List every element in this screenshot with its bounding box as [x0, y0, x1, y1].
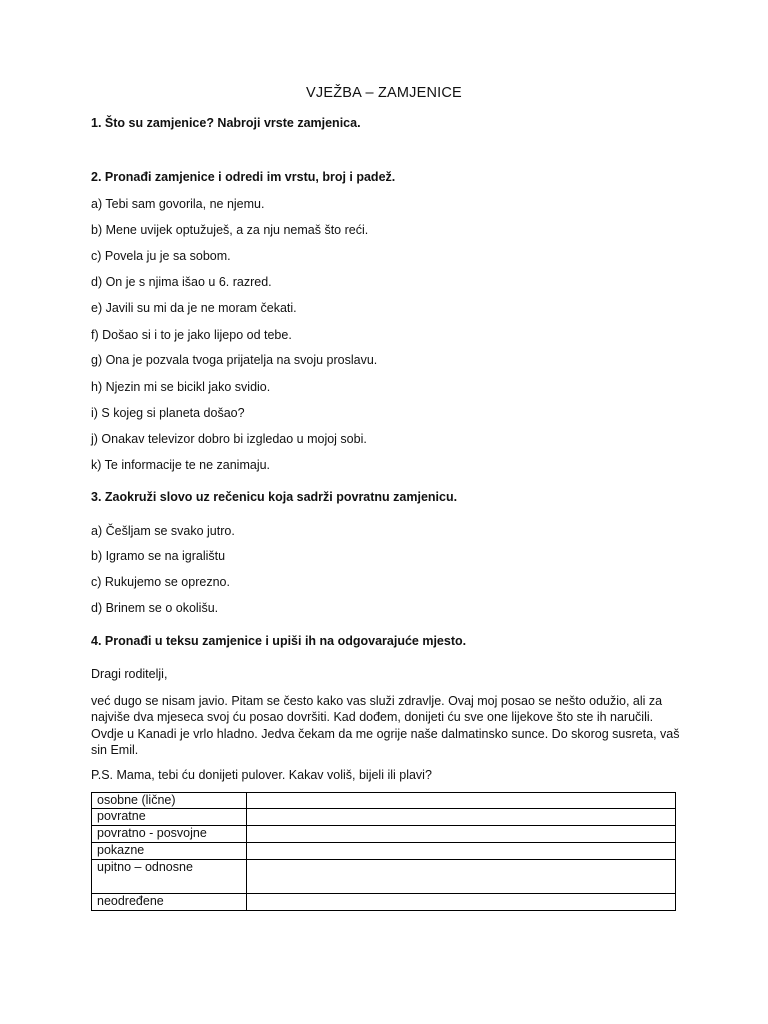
table-row-label: povratno - posvojne [92, 826, 247, 843]
question-2-item-j: j) Onakav televizor dobro bi izgledao u mojoj sobi. [91, 432, 367, 446]
table-row-label: neodređene [92, 894, 247, 911]
answer-cell[interactable] [247, 826, 676, 843]
letter-greeting: Dragi roditelji, [91, 667, 168, 681]
question-3-item-a: a) Češljam se svako jutro. [91, 524, 235, 538]
table-row [92, 894, 676, 911]
question-2-item-f: f) Došao si i to je jako lijepo od tebe. [91, 328, 292, 342]
answer-cell[interactable] [247, 843, 676, 860]
question-1-heading: 1. Što su zamjenice? Nabroji vrste zamjenica. [91, 116, 361, 130]
table-row-label: osobne (lične) [92, 793, 247, 809]
question-2-item-c: c) Povela ju je sa sobom. [91, 249, 231, 263]
question-2-item-h: h) Njezin mi se bicikl jako svidio. [91, 380, 271, 394]
question-3-item-b: b) Igramo se na igralištu [91, 549, 226, 563]
question-3-item-d: d) Brinem se o okolišu. [91, 601, 219, 615]
question-2-item-g: g) Ona je pozvala tvoga prijatelja na svoju proslavu. [91, 353, 378, 367]
table-row [92, 843, 676, 860]
page-title: VJEŽBA – ZAMJENICE [306, 85, 462, 101]
table-row [92, 809, 676, 826]
question-3-heading: 3. Zaokruži slovo uz rečenicu koja sadrži povratnu zamjenicu. [91, 490, 458, 504]
question-2-item-d: d) On je s njima išao u 6. razred. [91, 275, 272, 289]
answer-cell[interactable] [247, 894, 676, 911]
question-4-heading: 4. Pronađi u teksu zamjenice i upiši ih na odgovarajuće mjesto. [91, 634, 467, 648]
table-row-label: pokazne [92, 843, 247, 860]
question-2-item-e: e) Javili su mi da je ne moram čekati. [91, 301, 297, 315]
table-row-label: povratne [92, 809, 247, 826]
question-2-item-b: b) Mene uvijek optužuješ, a za nju nemaš što reći. [91, 223, 369, 237]
answer-cell[interactable] [247, 793, 676, 809]
pronoun-types-table [91, 792, 676, 911]
answer-cell[interactable] [247, 860, 676, 894]
answer-cell[interactable] [247, 809, 676, 826]
table-row [92, 826, 676, 843]
table-row [92, 793, 676, 809]
letter-body: već dugo se nisam javio. Pitam se često kako vas služi zdravlje. Ovaj moj posao se nešto odužio, ali za najviše dva mjeseca svoj ću posao dovršiti. Kad dođem, donijeti ću sve one lijekove što ste ih naručili. Ovdje u Kanadi je vrlo hladno. Jedva čekam da me ogrije naše dalmatinsko sunce. Do skorog susreta, vaš sin Emil. [91, 694, 680, 758]
question-3-item-c: c) Rukujemo se oprezno. [91, 575, 230, 589]
table-row-label: upitno – odnosne [92, 860, 247, 894]
letter-postscript: P.S. Mama, tebi ću donijeti pulover. Kakav voliš, bijeli ili plavi? [91, 768, 432, 782]
question-2-item-a: a) Tebi sam govorila, ne njemu. [91, 197, 265, 211]
question-2-item-k: k) Te informacije te ne zanimaju. [91, 458, 271, 472]
question-2-heading: 2. Pronađi zamjenice i odredi im vrstu, broj i padež. [91, 170, 396, 184]
table-row [92, 860, 676, 894]
question-2-item-i: i) S kojeg si planeta došao? [91, 406, 245, 420]
